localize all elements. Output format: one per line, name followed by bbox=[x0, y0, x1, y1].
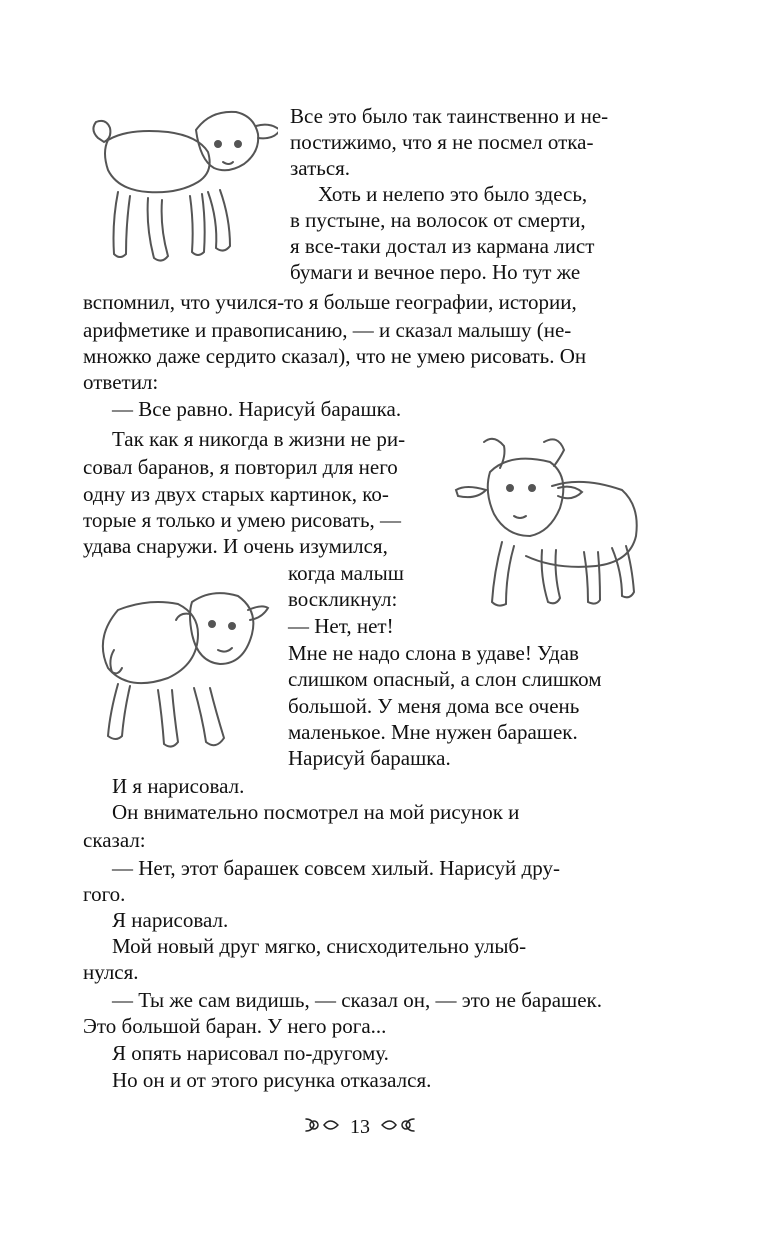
sheep-illustration-2 bbox=[452, 432, 652, 617]
text-line: Я нарисовал. bbox=[112, 908, 229, 932]
text-line: Нарисуй барашка. bbox=[288, 746, 451, 770]
left-ornament-icon bbox=[304, 1115, 340, 1140]
sheep-illustration-3 bbox=[78, 580, 278, 760]
page-number: 13 bbox=[350, 1115, 370, 1138]
text-line: воскликнул: bbox=[288, 587, 398, 611]
text-line: И я нарисовал. bbox=[112, 774, 245, 798]
text-line: Мой новый друг мягко, снисходительно улыб- bbox=[112, 934, 527, 958]
text-line: удава снаружи. И очень изумился, bbox=[83, 534, 388, 558]
right-ornament-icon bbox=[380, 1115, 416, 1140]
text-line: слишком опасный, а слон слишком bbox=[288, 667, 602, 691]
text-line: — Нет, нет! bbox=[288, 614, 394, 638]
text-line: нулся. bbox=[83, 960, 139, 984]
text-line: Но он и от этого рисунка отказался. bbox=[112, 1068, 432, 1092]
text-line: Мне не надо слона в удаве! Удав bbox=[288, 641, 579, 665]
text-line: в пустыне, на волосок от смерти, bbox=[290, 208, 586, 232]
text-line: Он внимательно посмотрел на мой рисунок и bbox=[112, 800, 520, 824]
text-line: когда малыш bbox=[288, 561, 404, 585]
text-line: сказал: bbox=[83, 828, 146, 852]
text-line: Так как я никогда в жизни не ри- bbox=[112, 427, 406, 451]
text-line: большой. У меня дома все очень bbox=[288, 694, 580, 718]
text-line: — Ты же сам видишь, — сказал он, — это не барашек. bbox=[112, 988, 602, 1012]
text-line: маленькое. Мне нужен барашек. bbox=[288, 720, 578, 744]
text-line: вспомнил, что учился-то я больше географии, истории, bbox=[83, 290, 577, 314]
text-line: совал баранов, я повторил для него bbox=[83, 455, 398, 479]
text-line: я все-таки достал из кармана лист bbox=[290, 234, 595, 258]
text-line: Хоть и нелепо это было здесь, bbox=[318, 182, 588, 206]
text-line: постижимо, что я не посмел отка- bbox=[290, 130, 594, 154]
text-line: гого. bbox=[83, 882, 126, 906]
text-line: торые я только и умею рисовать, — bbox=[83, 508, 402, 532]
text-line: одну из двух старых картинок, ко- bbox=[83, 482, 389, 506]
text-line: — Нет, этот барашек совсем хилый. Нарисуй дру- bbox=[112, 856, 560, 880]
text-line: Все это было так таинственно и не- bbox=[290, 104, 609, 128]
text-line: Это большой баран. У него рога... bbox=[83, 1014, 387, 1038]
sheep-illustration-1 bbox=[78, 100, 278, 280]
text-line: — Все равно. Нарисуй барашка. bbox=[112, 397, 402, 421]
text-line: бумаги и вечное перо. Но тут же bbox=[290, 260, 581, 284]
text-line: Я опять нарисовал по-другому. bbox=[112, 1041, 389, 1065]
text-line: множко даже сердито сказал), что не умею рисовать. Он bbox=[83, 344, 587, 368]
text-line: арифметике и правописанию, — и сказал малышу (не- bbox=[83, 318, 572, 342]
text-line: заться. bbox=[290, 156, 351, 180]
text-line: ответил: bbox=[83, 370, 159, 394]
page-footer bbox=[300, 1112, 420, 1142]
